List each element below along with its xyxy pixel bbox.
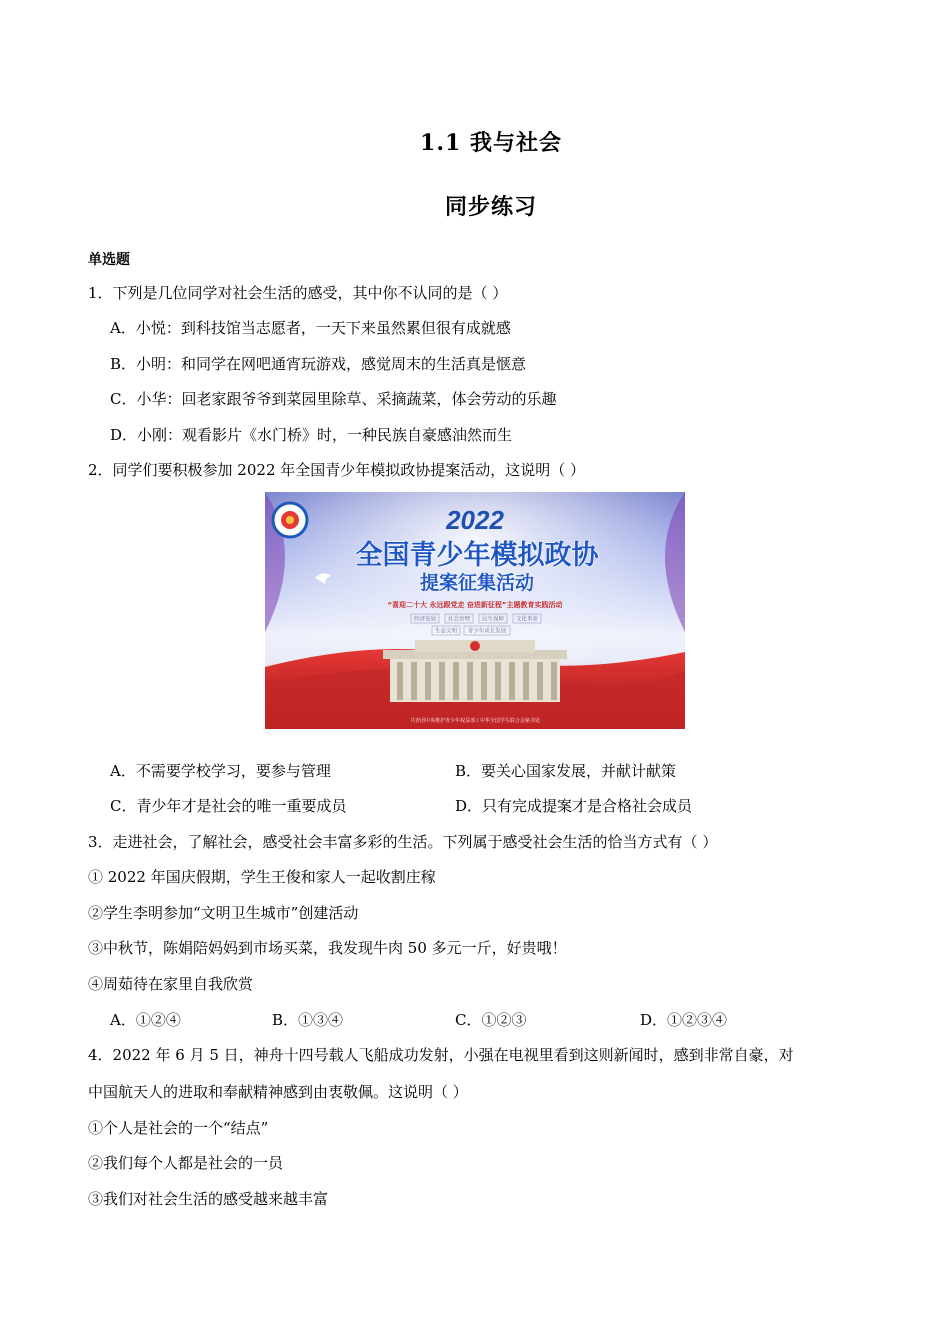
- question-3-stem: 3．走进社会，了解社会，感受社会丰富多彩的生活。下列属于感受社会生活的恰当方式有（ ）: [88, 833, 718, 851]
- poster-headline: 全国青少年模拟政协: [355, 540, 599, 571]
- poster-tag-1: 经济发展: [413, 616, 437, 623]
- question-3-item-2: ②学生李明参加“文明卫生城市”创建活动: [88, 904, 359, 922]
- question-3-option-b[interactable]: B．①③④: [272, 1011, 344, 1029]
- question-2-option-a[interactable]: A．不需要学校学习，要参与管理: [110, 762, 331, 780]
- question-3-item-4: ④周茹待在家里自我欣赏: [88, 975, 254, 993]
- poster-tag-4: 文化事业: [515, 616, 539, 623]
- poster-tag-5: 生态文明: [434, 628, 458, 635]
- poster-year: 2022: [446, 505, 504, 535]
- question-1-option-c[interactable]: C．小华：回老家跟爷爷到菜园里除草、采摘蔬菜，体会劳动的乐趣: [110, 390, 557, 408]
- question-2-stem: 2．同学们要积极参加 2022 年全国青少年模拟政协提案活动，这说明（ ）: [88, 461, 586, 479]
- question-4-stem-line-2: 中国航天人的进取和奉献精神感到由衷敬佩。这说明（ ）: [88, 1083, 468, 1101]
- poster-tag-2: 社会治理: [447, 616, 471, 623]
- question-3-option-c[interactable]: C．①②③: [455, 1011, 527, 1029]
- question-4-item-3: ③我们对社会生活的感受越来越丰富: [88, 1190, 329, 1208]
- lesson-title: 1.1 我与社会: [420, 130, 562, 156]
- poster-footer: 共青团中央维护青少年权益部 / 中华全国学生联合会秘书处: [410, 718, 540, 724]
- question-2-option-c[interactable]: C．青少年才是社会的唯一重要成员: [110, 797, 347, 815]
- section-label: 单选题: [88, 252, 130, 268]
- question-3-option-a[interactable]: A．①②④: [110, 1011, 181, 1029]
- question-4-stem-line-1: 4．2022 年 6 月 5 日，神舟十四号载人飞船成功发射，小强在电视里看到这则新闻时，感到非常自豪，对: [88, 1046, 794, 1064]
- question-1-option-b[interactable]: B．小明：和同学在网吧通宵玩游戏，感觉周末的生活真是惬意: [110, 355, 527, 373]
- question-3-option-d[interactable]: D．①②③④: [640, 1011, 728, 1029]
- question-4-item-2: ②我们每个人都是社会的一员: [88, 1154, 284, 1172]
- poster-tag-3: 民生保障: [481, 616, 505, 623]
- question-2-option-b[interactable]: B．要关心国家发展，并献计献策: [455, 762, 677, 780]
- question-2-option-d[interactable]: D．只有完成提案才是合格社会成员: [455, 797, 693, 815]
- question-1-option-a[interactable]: A．小悦：到科技馆当志愿者，一天下来虽然累但很有成就感: [110, 319, 511, 337]
- question-3-item-3: ③中秋节，陈娟陪妈妈到市场买菜，我发现牛肉 50 多元一斤，好贵哦！: [88, 939, 567, 957]
- poster-banner: “喜迎二十大 永远跟党走 奋进新征程”主题教育实践活动: [387, 601, 563, 609]
- question-3-item-1: ① 2022 年国庆假期，学生王俊和家人一起收割庄稼: [88, 868, 436, 886]
- question-1-option-d[interactable]: D．小刚：观看影片《水门桥》时，一种民族自豪感油然而生: [110, 426, 513, 444]
- lesson-subtitle: 同步练习: [444, 194, 537, 220]
- question-1-stem: 1．下列是几位同学对社会生活的感受，其中你不认同的是（ ）: [88, 284, 508, 302]
- poster-tag-6: 青少年成长发展: [467, 628, 507, 635]
- poster-subheadline: 提案征集活动: [419, 572, 535, 594]
- question-4-item-1: ①个人是社会的一个“结点”: [88, 1119, 269, 1137]
- event-poster-image: [265, 492, 685, 729]
